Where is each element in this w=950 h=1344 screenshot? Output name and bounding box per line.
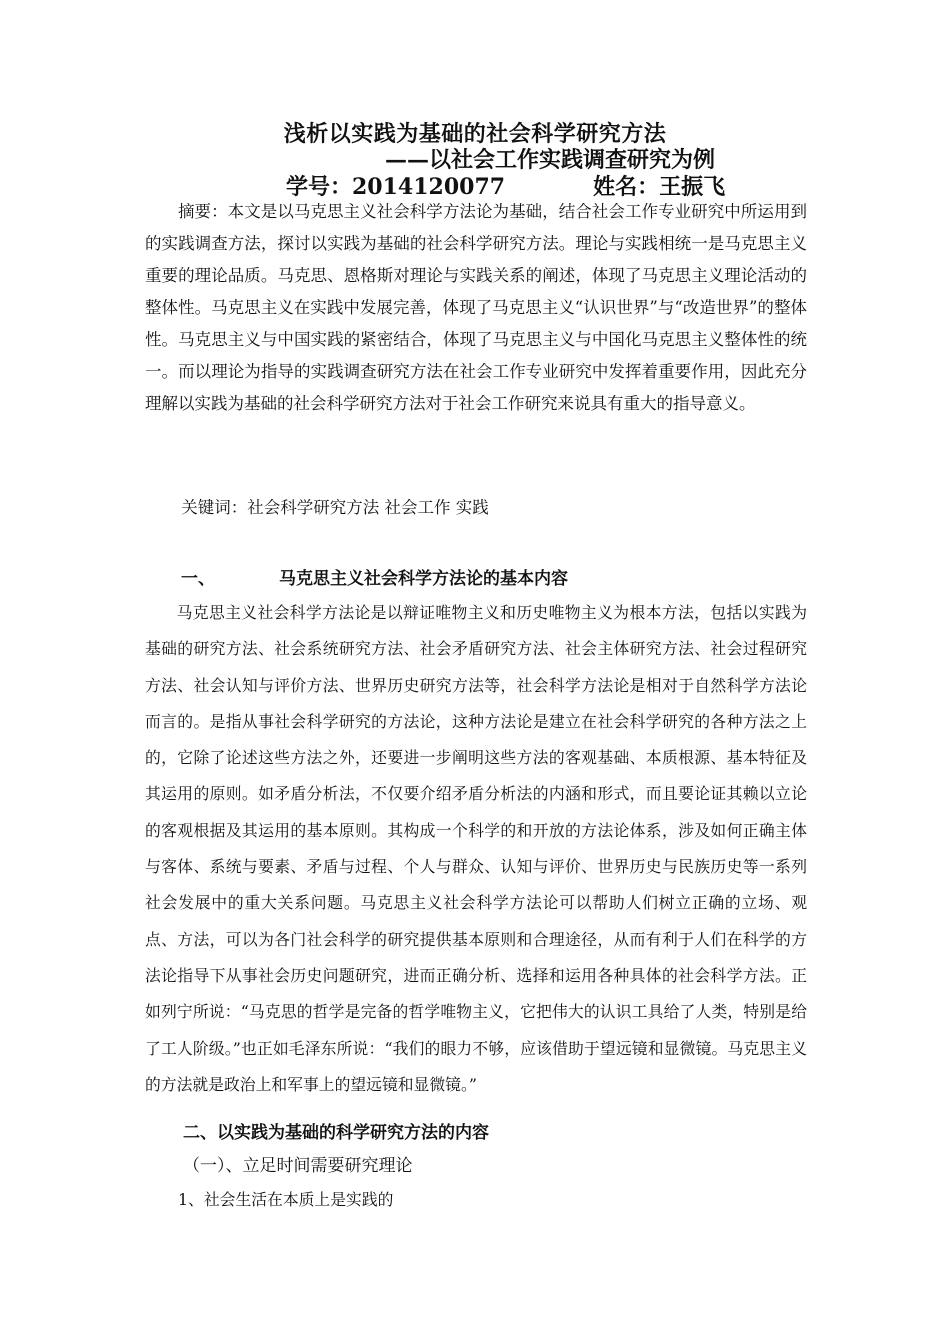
section2-subheading: （一）、立足时间需要研究理论	[183, 1156, 413, 1176]
document-title: 浅析以实践为基础的社会科学研究方法	[283, 121, 667, 147]
section1-heading	[145, 566, 568, 592]
student-name: 姓名：王振飞	[593, 174, 726, 200]
student-id: 学号：2014120077	[286, 174, 506, 200]
section1-heading-text: 马克思主义社会科学方法论的基本内容	[279, 569, 568, 589]
section2-heading: 二、以实践为基础的科学研究方法的内容	[183, 1123, 489, 1143]
keywords-line: 关键词：社会科学研究方法 社会工作 实践	[181, 498, 489, 517]
section1-paragraph: 马克思主义社会科学方法论是以辩证唯物主义和历史唯物主义为根本方法，包括以实践为基础的研究方法、社会系统研究方法、社会矛盾研究方法、社会主体研究方法、社会过程研究方法、社会认知与评价方法、世界历史研究方法等，社会科学方法论是相对于自然科学方法论而言的。是指从事社会科学研究的方法论，这种方法论是建立在社会科学研究的各种方法之上的，它除了论述这些方法之外，还要进一步阐明这些方法的客观基础、本质根源、基本特征及其运用的原则。如矛盾分析法，不仅要介绍矛盾分析法的内涵和形式，而且要论证其赖以立论的客观根据及其运用的基本原则。其构成一个科学的和开放的方法论体系，涉及如何正确主体与客体、系统与要素、矛盾与过程、个人与群众、认知与评价、世界历史与民族历史等一系列社会发展中的重大关系问题。马克思主义社会科学方法论可以帮助人们树立正确的立场、观点、方法，可以为各门社会科学的研究提供基本原则和合理途径，从而有利于人们在科学的方法论指导下从事社会历史问题研究，进而正确分析、选择和运用各种具体的社会科学方法。正如列宁所说：“马克思的哲学是完备的哲学唯物主义，它把伟大的认识工具给了人类，特别是给了工人阶级。”也正如毛泽东所说：“我们的眼力不够，应该借助于望远镜和显微镜。马克思主义的方法就是政治上和军事上的望远镜和显微镜。”	[145, 603, 807, 1094]
section2-item: 1、社会生活在本质上是实践的	[178, 1190, 394, 1209]
document-subtitle: ——以社会工作实践调查研究为例	[385, 147, 716, 173]
abstract-paragraph: 摘要：本文是以马克思主义社会科学方法论为基础，结合社会工作专业研究中所运用到的实践调查方法，探讨以实践为基础的社会科学研究方法。理论与实践相统一是马克思主义重要的理论品质。马克思、恩格斯对理论与实践关系的阐述，体现了马克思主义理论活动的整体性。马克思主义在实践中发展完善，体现了马克思主义“认识世界”与“改造世界”的整体性。马克思主义与中国实践的紧密结合，体现了马克思主义与中国化马克思主义整体性的统一。而以理论为指导的实践调查研究方法在社会工作专业研究中发挥着重要作用，因此充分理解以实践为基础的社会科学研究方法对于社会工作研究来说具有重大的指导意义。	[145, 202, 807, 413]
section1-number: 一、	[181, 569, 215, 589]
